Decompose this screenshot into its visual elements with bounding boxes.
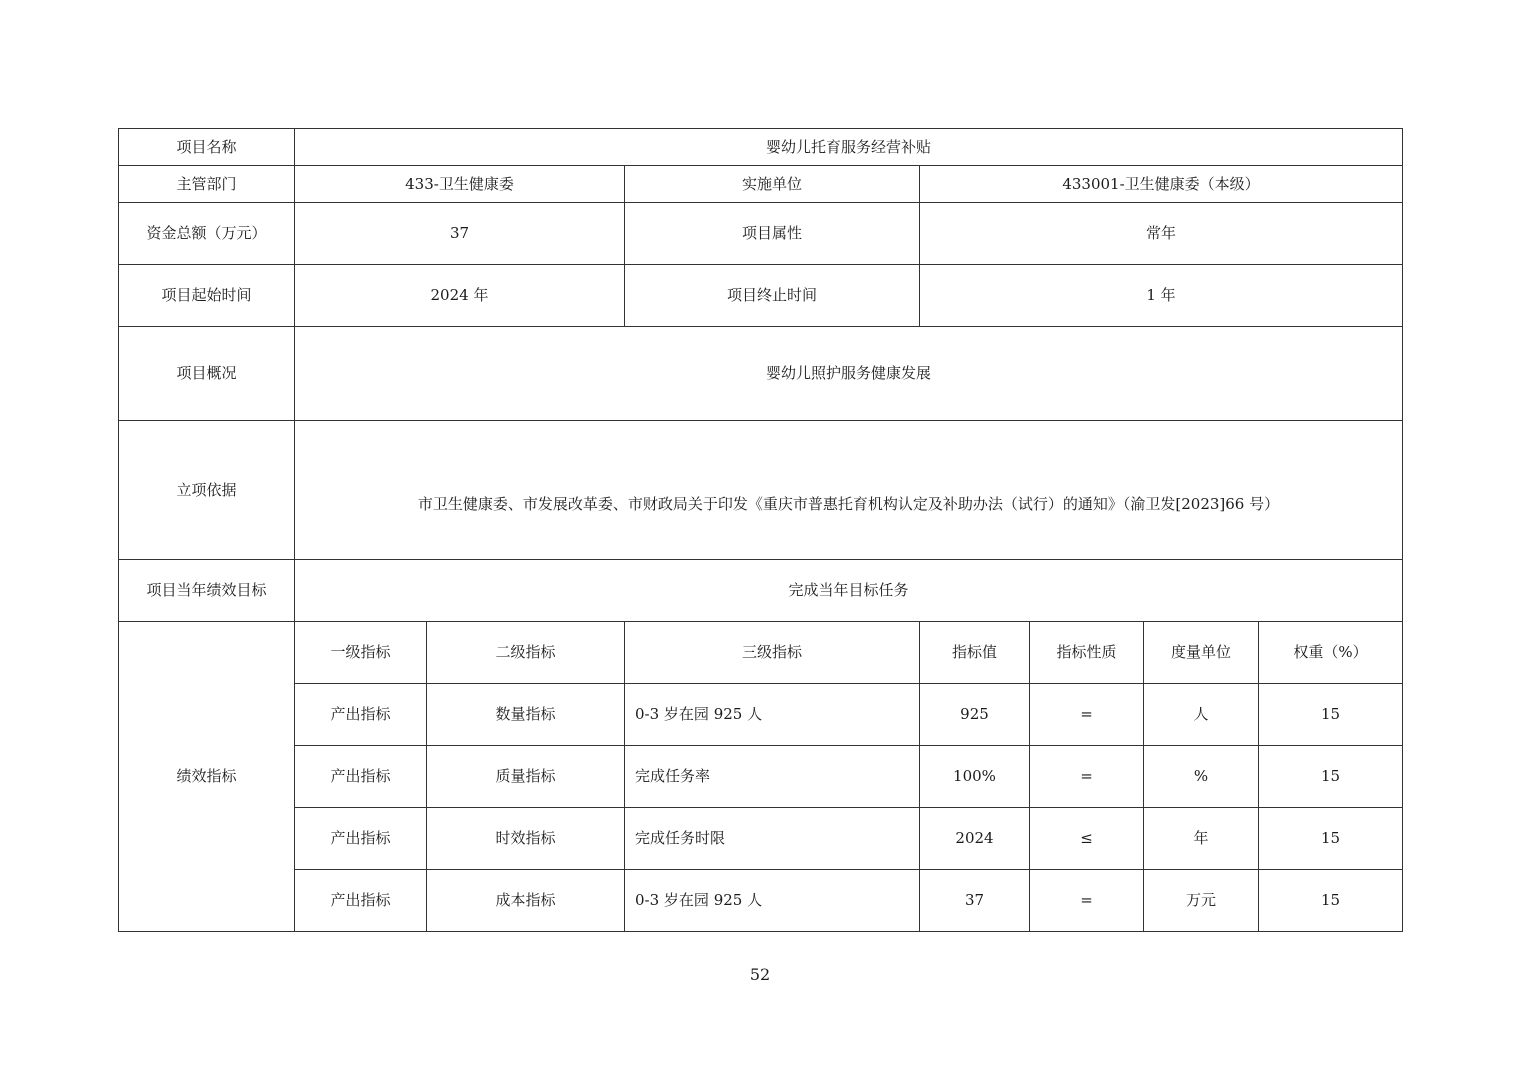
- indicator-unit: 年: [1144, 808, 1259, 870]
- indicator-value: 100%: [920, 746, 1030, 808]
- indicator-row: [119, 808, 1403, 870]
- indicator-level3: 0-3 岁在园 925 人: [625, 684, 920, 746]
- value-basis-cell: [295, 421, 1403, 560]
- indicator-header-row: [119, 622, 1403, 684]
- header-level1: 一级指标: [295, 622, 427, 684]
- label-total-funds: 资金总额（万元）: [119, 203, 295, 265]
- header-value: 指标值: [920, 622, 1030, 684]
- indicator-level1: 产出指标: [295, 746, 427, 808]
- header-nature: 指标性质: [1030, 622, 1144, 684]
- header-level2: 二级指标: [427, 622, 625, 684]
- indicator-level3: 0-3 岁在园 925 人: [625, 870, 920, 932]
- indicator-level2: 数量指标: [427, 684, 625, 746]
- indicator-nature: =: [1030, 870, 1144, 932]
- value-goal: 完成当年目标任务: [295, 560, 1403, 622]
- label-end-time: 项目终止时间: [625, 265, 920, 327]
- row-department: [119, 166, 1403, 203]
- indicator-value: 2024: [920, 808, 1030, 870]
- indicator-row: [119, 684, 1403, 746]
- indicator-nature: =: [1030, 746, 1144, 808]
- indicator-nature: ≤: [1030, 808, 1144, 870]
- indicator-unit: 人: [1144, 684, 1259, 746]
- label-attribute: 项目属性: [625, 203, 920, 265]
- value-end-time: 1 年: [920, 265, 1403, 327]
- project-performance-table: [118, 128, 1403, 932]
- indicator-weight: 15: [1259, 746, 1403, 808]
- page-number: 52: [749, 965, 771, 984]
- value-total-funds: 37: [295, 203, 625, 265]
- value-overview: 婴幼儿照护服务健康发展: [295, 327, 1403, 421]
- indicator-value: 925: [920, 684, 1030, 746]
- indicator-level3: 完成任务率: [625, 746, 920, 808]
- indicator-row: [119, 870, 1403, 932]
- row-basis: [119, 421, 1403, 560]
- value-attribute: 常年: [920, 203, 1403, 265]
- indicator-level1: 产出指标: [295, 684, 427, 746]
- indicator-weight: 15: [1259, 870, 1403, 932]
- label-start-time: 项目起始时间: [119, 265, 295, 327]
- label-goal: 项目当年绩效目标: [119, 560, 295, 622]
- row-goal: [119, 560, 1403, 622]
- indicator-level1: 产出指标: [295, 808, 427, 870]
- indicator-level3: 完成任务时限: [625, 808, 920, 870]
- value-basis: 市卫生健康委、市发展改革委、市财政局关于印发《重庆市普惠托育机构认定及补助办法（试行）的通知》（渝卫发[2023]66 号）: [417, 494, 1280, 513]
- row-overview: [119, 327, 1403, 421]
- indicator-unit: 万元: [1144, 870, 1259, 932]
- value-department: 433-卫生健康委: [295, 166, 625, 203]
- value-project-name: 婴幼儿托育服务经营补贴: [295, 129, 1403, 166]
- indicator-level2: 成本指标: [427, 870, 625, 932]
- row-time: [119, 265, 1403, 327]
- value-start-time: 2024 年: [295, 265, 625, 327]
- indicator-nature: =: [1030, 684, 1144, 746]
- row-total-funds: [119, 203, 1403, 265]
- indicator-value: 37: [920, 870, 1030, 932]
- header-unit: 度量单位: [1144, 622, 1259, 684]
- header-level3: 三级指标: [625, 622, 920, 684]
- label-department: 主管部门: [119, 166, 295, 203]
- indicator-weight: 15: [1259, 808, 1403, 870]
- indicator-row: [119, 746, 1403, 808]
- indicator-level2: 时效指标: [427, 808, 625, 870]
- label-basis: 立项依据: [119, 421, 295, 560]
- label-indicators: 绩效指标: [119, 622, 295, 932]
- label-project-name: 项目名称: [119, 129, 295, 166]
- value-implementer: 433001-卫生健康委（本级）: [920, 166, 1403, 203]
- indicator-weight: 15: [1259, 684, 1403, 746]
- indicator-level2: 质量指标: [427, 746, 625, 808]
- row-project-name: [119, 129, 1403, 166]
- indicator-level1: 产出指标: [295, 870, 427, 932]
- header-weight: 权重（%）: [1259, 622, 1403, 684]
- indicator-unit: %: [1144, 746, 1259, 808]
- label-overview: 项目概况: [119, 327, 295, 421]
- label-implementer: 实施单位: [625, 166, 920, 203]
